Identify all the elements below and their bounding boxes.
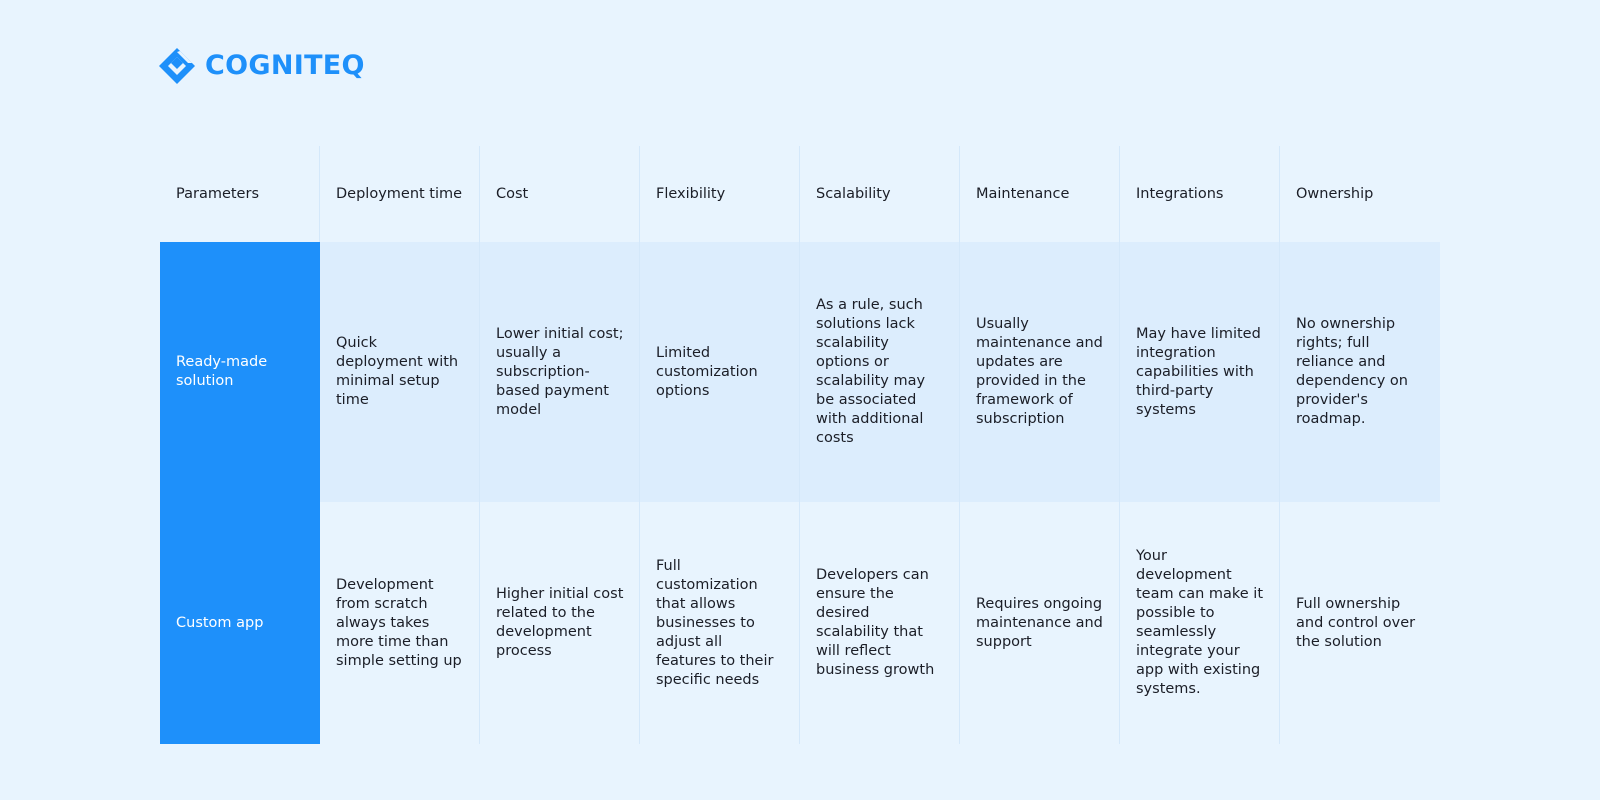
header-parameters: Parameters: [160, 146, 320, 242]
custom-app-deployment-time: Development from scratch always takes more time than simple setting up: [320, 502, 480, 744]
ready-made-maintenance: Usually maintenance and updates are provided in the framework of subscription: [960, 242, 1120, 502]
comparison-table: [160, 146, 1440, 744]
ready-made-flexibility: Limited customization options: [640, 242, 800, 502]
diamond-arrow-logo-icon: [158, 47, 196, 85]
custom-app-ownership: Full ownership and control over the solution: [1280, 502, 1440, 744]
ready-made-deployment-time: Quick deployment with minimal setup time: [320, 242, 480, 502]
header-maintenance: Maintenance: [960, 146, 1120, 242]
header-integrations: Integrations: [1120, 146, 1280, 242]
row-label-ready-made: Ready-made solution: [160, 242, 320, 502]
custom-app-scalability: Developers can ensure the desired scalability that will reflect business growth: [800, 502, 960, 744]
header-scalability: Scalability: [800, 146, 960, 242]
header-cost: Cost: [480, 146, 640, 242]
ready-made-scalability: As a rule, such solutions lack scalability options or scalability may be associated with additional costs: [800, 242, 960, 502]
header-deployment-time: Deployment time: [320, 146, 480, 242]
ready-made-integrations: May have limited integration capabilities with third-party systems: [1120, 242, 1280, 502]
custom-app-integrations: Your development team can make it possible to seamlessly integrate your app with existing systems.: [1120, 502, 1280, 744]
ready-made-cost: Lower initial cost; usually a subscription-based payment model: [480, 242, 640, 502]
custom-app-cost: Higher initial cost related to the development process: [480, 502, 640, 744]
row-label-custom-app: Custom app: [160, 502, 320, 744]
brand-name: COGNITEQ: [205, 50, 365, 81]
ready-made-ownership: No ownership rights; full reliance and dependency on provider's roadmap.: [1280, 242, 1440, 502]
header-ownership: Ownership: [1280, 146, 1440, 242]
custom-app-flexibility: Full customization that allows businesses to adjust all features to their specific needs: [640, 502, 800, 744]
custom-app-maintenance: Requires ongoing maintenance and support: [960, 502, 1120, 744]
brand-logo: [158, 46, 365, 86]
header-flexibility: Flexibility: [640, 146, 800, 242]
